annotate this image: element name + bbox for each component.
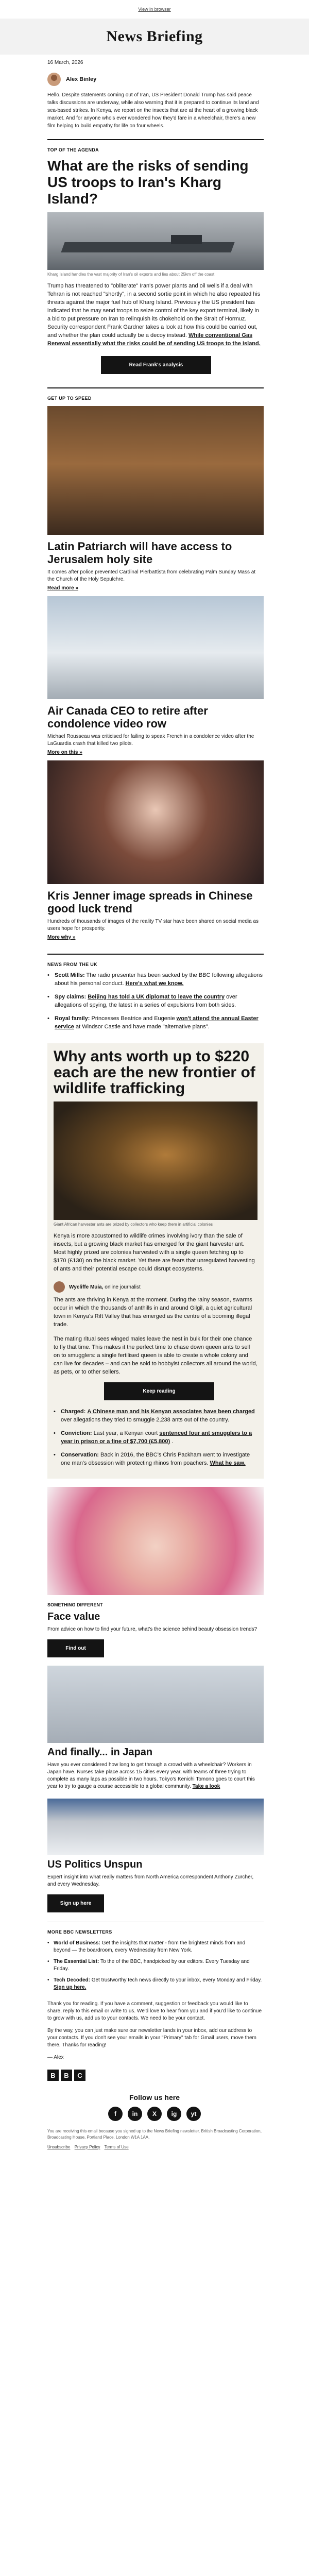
different-text: From advice on how to find your future, what's the science behind beauty obsession trends?	[47, 1626, 258, 1632]
newsletter-text: To the of the BBC, handpicked by our editors. Every Tuesday and Friday.	[54, 1959, 250, 1972]
speed-text-3: Hundreds of thousands of images of the reality TV star have been shared on social media as users hope for prosperity.	[47, 919, 259, 931]
tip-text: By the way, you can just make sure our newsletter lands in your inbox, add our address to your contacts. If you don't see your emails in your "Primary" tab for Gmail users, move them there. Thanks for reading!	[47, 2028, 256, 2048]
newsletter-text: Get trustworthy tech news directly to your inbox, every Monday and Friday.	[91, 1977, 262, 1983]
list-item	[54, 1451, 258, 1472]
list-item	[47, 971, 263, 993]
newsletter-lead[interactable]: World of Business:	[54, 1940, 100, 1946]
speed-text-2: Michael Rousseau was criticised for failing to speak French in a condolence video after the LaGuardia crash that killed two pilots.	[47, 734, 254, 747]
speed-more-3[interactable]: More why »	[47, 935, 76, 940]
bullet-link[interactable]: won't attend the annual Easter service	[55, 1015, 259, 1030]
speed-headline-2[interactable]: Air Canada CEO to retire after condolence video row	[47, 704, 208, 730]
keep-reading-button[interactable]: Keep reading	[104, 1382, 214, 1400]
list-item	[47, 1958, 263, 1977]
footer-links	[0, 2141, 309, 2149]
feature-paragraph-1: Kenya is more accustomed to wildlife crimes involving ivory than the sale of insects, but a growing black market has emerged for the giant harvester ant. Most highly prized are colonies harvested with a single queen fetching up to $170 (£130) on the black market. Yet there are fears that unregulated harvesting of ants and their potential escape could disrupt ecosystems.	[54, 1233, 255, 1272]
section-divider	[47, 387, 264, 388]
feature-headline[interactable]: Why ants worth up to $220 each are the new frontier of wildlife trafficking	[54, 1048, 255, 1097]
speed-headline-3[interactable]: Kris Jenner image spreads in Chinese good luck trend	[47, 889, 253, 915]
footer-text: You are receiving this email because you signed up to the News Briefing newsletter. British Broadcasting Corporation, Broadcasting House, Portland Place, London W1A 1AA.	[47, 2129, 262, 2140]
follow-title: Follow us here	[129, 2093, 180, 2102]
bullet-text: over allegations of spying, the latest in a series of expulsions from both sides.	[55, 994, 237, 1008]
bullet-lead: Charged:	[61, 1409, 86, 1415]
author-row	[0, 71, 309, 91]
masthead	[0, 19, 309, 55]
speed-more-2[interactable]: More on this »	[47, 750, 82, 755]
top-bar	[0, 0, 309, 19]
section-label-speed: GET UP TO SPEED	[47, 396, 92, 401]
lead-body-link[interactable]: While conventional Gas Renewal essentially what the risks could be of sending US troops to the island.	[47, 332, 261, 347]
section-label-newsletters: MORE BBC NEWSLETTERS	[47, 1929, 112, 1935]
bullet-lead: Conservation:	[61, 1452, 99, 1458]
bullet-text: Last year, a Kenyan court	[93, 1430, 158, 1436]
bullet-link[interactable]: What he saw.	[210, 1460, 246, 1466]
read-analysis-button[interactable]: Read Frank's analysis	[101, 356, 211, 374]
bullet-link[interactable]: Beijing has told a UK diplomat to leave the country	[88, 994, 225, 1000]
bullet-text: over allegations they tried to smuggle 2,238 ants out of the country.	[61, 1417, 229, 1423]
issue-date: 16 March, 2026	[47, 60, 83, 65]
bullet-text: Princesses Beatrice and Eugenie	[91, 1015, 175, 1022]
air-canada-image[interactable]	[47, 596, 264, 699]
bullet-lead: Royal family:	[55, 1015, 90, 1022]
terms-link[interactable]: Terms of Use	[104, 2145, 129, 2149]
sign-up-button[interactable]: Sign up here	[47, 1894, 104, 1912]
newsletter-link[interactable]: Sign up here.	[54, 1985, 87, 1990]
bullet-lead: Conviction:	[61, 1430, 92, 1436]
newsletter-lead[interactable]: Tech Decoded:	[54, 1977, 90, 1983]
feature-caption: Giant African harvester ants are prized by collectors who keep them in artificial colonies	[54, 1222, 213, 1227]
feature-author-name-text: Wycliffe Muia,	[69, 1284, 104, 1290]
newsletter-text: Get the insights that matter - from the brightest minds from and beyond — the boardroom, every Wednesday from New York.	[54, 1940, 246, 1953]
bullet-link[interactable]: Here's what we know.	[125, 980, 184, 987]
social-icons	[0, 2102, 309, 2121]
kharg-island-image[interactable]	[47, 212, 264, 270]
speed-text-1: It comes after police prevented Cardinal Pierbattista from celebrating Palm Sunday Mass at the Church of the Holy Sepulchre.	[47, 569, 256, 582]
list-item	[47, 1014, 263, 1036]
bbc-logo[interactable]	[0, 2061, 309, 2081]
bullet-lead: Scott Mills:	[55, 972, 85, 978]
thanks-text: Thank you for reading. If you have a comment, suggestion or feedback you would like to share, reply to this email or write to us. We'd love to hear from you and if you'd like to continue to grow with us, add us to your contacts. We need to be your contact.	[47, 2001, 262, 2021]
bbc-logo-c: C	[74, 2070, 85, 2081]
bullet-text: Back in 2016, the BBC's Chris Packham went to investigate one man's obsession with protecting rhinos from poachers.	[61, 1452, 250, 1466]
section-label-different: SOMETHING DIFFERENT	[47, 1602, 103, 1607]
author-name: Alex Binley	[66, 76, 97, 82]
list-item	[54, 1429, 258, 1451]
bullet-text: The radio presenter has been sacked by the BBC following allegations about his personal conduct.	[55, 972, 263, 987]
uk-bullets	[0, 967, 263, 1036]
kris-jenner-image[interactable]	[47, 760, 264, 884]
patriarch-image[interactable]	[47, 406, 264, 535]
section-divider	[47, 139, 264, 140]
section-label-uk: NEWS FROM THE UK	[47, 962, 97, 967]
face-image[interactable]	[47, 1487, 264, 1595]
list-item	[47, 1940, 263, 1958]
bullet-text: at Windsor Castle and have made "alternative plans".	[76, 1024, 210, 1030]
feature-paragraph-2: The ants are thriving in Kenya at the moment. During the rainy season, swarms occur in which the thousands of anthills in and around Gilgil, a quiet agricultural town in Kenya's Rift Valley that has emerged as the centre of a booming illegal trade.	[54, 1297, 252, 1328]
lead-body-text: Trump has threatened to "obliterate" Iran's power plants and oil wells if a deal with Tehran is not reached "shortly", in a second sortie point in which he also repeated his threats against the major fuel hub of Kharg Island. Previously the US president has indicated that he may send troops to seize control of the key export terminal, likely in a bid to put pressure on Iran to relinquish its chokehold on the Strait of Hormuz. Security correspondent Frank Gardner takes a look at how this could be carried out, and whether the plan could actually be a decoy instead.	[47, 283, 261, 338]
list-item	[47, 1977, 263, 1995]
us-politics-text: Expert insight into what really matters from North America correspondent Anthony Zurcher, and every Wednesday.	[47, 1874, 254, 1887]
intro-text: Hello. Despite statements coming out of Iran, US President Donald Trump has said peace talks discussions are underway, while also warning that it is prepared to continue its land and sea-based strikes. In Kenya, we report on the insects that are at the heart of a growing black market. And for anyone who's ever wondered how they'd fare in a wheelchair, there's a new film helping to build empathy for life on four wheels.	[47, 92, 259, 129]
finally-link[interactable]: Take a look	[192, 1784, 220, 1789]
speed-more-1[interactable]: Read more »	[47, 585, 79, 591]
section-label-top: TOP OF THE AGENDA	[47, 147, 99, 152]
bbc-logo-b2: B	[61, 2070, 72, 2081]
lead-body	[0, 277, 263, 348]
bullet-link[interactable]: A Chinese man and his Kenyan associates have been charged	[87, 1409, 255, 1415]
list-item	[54, 1408, 258, 1429]
x-icon[interactable]: X	[147, 2107, 162, 2121]
feature-box	[47, 1043, 264, 1479]
newsletter-title: News Briefing	[106, 28, 203, 45]
feature-paragraph-3: The mating ritual sees winged males leave the nest in bulk for their one chance to fly that time. This makes it the perfect time to chase down queen ants to sell on to smugglers: a single fertilised queen is able to create a whole colony and can live for decades – and can be sold to hobbyist collectors all around the world, as pets, or to other sellers.	[54, 1336, 258, 1375]
feature-bullets	[47, 1408, 264, 1479]
newsletter-list	[0, 1935, 263, 1995]
find-out-button[interactable]: Find out	[47, 1639, 104, 1657]
lead-caption: Kharg Island handles the vast majority of Iran's oil exports and lies about 25km off the coast	[47, 272, 215, 277]
linkedin-icon[interactable]: in	[128, 2107, 142, 2121]
youtube-icon[interactable]: yt	[186, 2107, 201, 2121]
section-divider	[47, 954, 264, 955]
us-politics-headline[interactable]: US Politics Unspun	[47, 1859, 143, 1870]
facebook-icon[interactable]: f	[108, 2107, 123, 2121]
view-in-browser-link[interactable]: View in browser	[138, 7, 171, 12]
bullet-lead: Spy claims:	[55, 994, 87, 1000]
different-headline[interactable]: Face value	[47, 1611, 100, 1622]
newsletter-lead[interactable]: The Essential List:	[54, 1959, 99, 1964]
privacy-link[interactable]: Privacy Policy	[74, 2145, 100, 2149]
finally-headline[interactable]: And finally... in Japan	[47, 1747, 153, 1758]
feature-author-avatar	[54, 1281, 65, 1293]
signoff: — Alex	[47, 2055, 64, 2060]
finally-text	[0, 1758, 263, 1790]
unsubscribe-link[interactable]: Unsubscribe	[47, 2145, 71, 2149]
finally-body: Have you ever considered how long to get through a crowd with a wheelchair? Workers in Japan have. Nurses take place across 15 cities every year, with teams of three trying to complete as many laps as possible in two hours. Tokyo's Kenichi Tomono goes to court this year to try to gauge a course accessible to a global community.	[47, 1762, 255, 1789]
japan-image[interactable]	[47, 1666, 264, 1743]
author-avatar	[47, 73, 61, 86]
capitol-image[interactable]	[47, 1799, 264, 1855]
feature-author	[47, 1279, 264, 1296]
instagram-icon[interactable]: ig	[167, 2107, 181, 2121]
bbc-logo-b1: B	[47, 2070, 59, 2081]
feature-author-role: online journalist	[105, 1284, 141, 1290]
speed-headline-1[interactable]: Latin Patriarch will have access to Jerusalem holy site	[47, 540, 232, 566]
lead-headline[interactable]: What are the risks of sending US troops to Iran's Kharg Island?	[47, 158, 249, 207]
ant-image[interactable]	[54, 1101, 258, 1220]
bullet-link[interactable]: sentenced four ant smugglers to a year in prison or a fine of $7,700 (£5,800)	[61, 1430, 252, 1445]
bullet-text: .	[171, 1438, 174, 1445]
list-item	[47, 993, 263, 1014]
feature-author-name	[69, 1284, 141, 1290]
